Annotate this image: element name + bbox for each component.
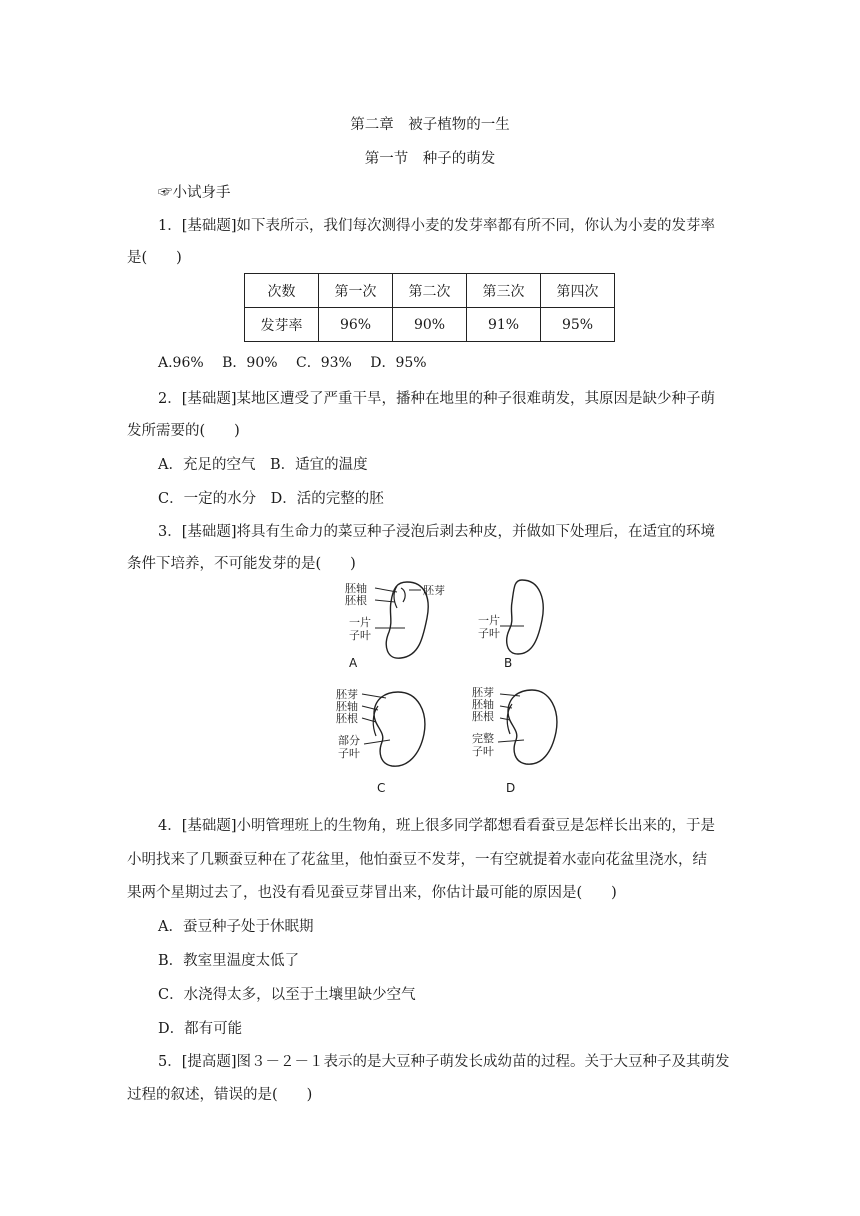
table-cell: 95% xyxy=(541,308,615,342)
table-cell: 第二次 xyxy=(393,274,467,308)
label-radicle: 胚根 xyxy=(472,710,494,723)
subsection-heading: ☞小试身手 xyxy=(158,185,231,201)
table-row xyxy=(245,308,615,342)
germination-rate-table xyxy=(244,273,615,342)
q4-line3: 果两个星期过去了，也没有看见蚕豆芽冒出来，你估计最可能的原因是( ) xyxy=(127,885,617,901)
chapter-title: 第二章 被子植物的一生 xyxy=(350,117,510,133)
figure-caption-a: A xyxy=(349,656,358,670)
label-complete: 完整 xyxy=(472,732,494,745)
seed-figure-b xyxy=(474,576,564,660)
q5-line1: 5．[提高题]图３－２－１表示的是大豆种子萌发长成幼苗的过程。关于大豆种子及其萌发 xyxy=(158,1054,730,1070)
table-cell: 91% xyxy=(467,308,541,342)
q4-line2: 小明找来了几颗蚕豆种在了花盆里，他怕蚕豆不发芽，一有空就提着水壶向花盆里浇水，结 xyxy=(127,852,707,868)
label-radicle: 胚根 xyxy=(345,594,367,607)
figure-caption-d: D xyxy=(506,781,516,795)
q4-option-d: D．都有可能 xyxy=(158,1021,243,1037)
q5-line2: 过程的叙述，错误的是( ) xyxy=(127,1087,313,1103)
label-one-piece: 一片 xyxy=(349,616,371,629)
figure-caption-b: B xyxy=(504,656,513,670)
figure-caption-c: C xyxy=(377,781,386,795)
q4-option-a: A．蚕豆种子处于休眠期 xyxy=(158,919,314,935)
q1-line2: 是( ) xyxy=(127,250,182,266)
table-header-row xyxy=(245,274,615,308)
q4-option-b: B．教室里温度太低了 xyxy=(158,953,300,969)
q2-line1: 2．[基础题]某地区遭受了严重干旱，播种在地里的种子很难萌发，其原因是缺少种子萌 xyxy=(158,391,716,407)
label-plumule: 胚芽 xyxy=(423,584,445,597)
label-hypocotyl: 胚轴 xyxy=(336,700,358,713)
q2-options-ab: A．充足的空气 B．适宜的温度 xyxy=(158,457,368,473)
seed-figure-c xyxy=(334,686,444,778)
q3-line2: 条件下培养，不可能发芽的是( ) xyxy=(127,556,356,572)
q1-options: A.96% B．90% C．93% D．95% xyxy=(158,355,427,371)
table-cell: 96% xyxy=(319,308,393,342)
table-cell: 第四次 xyxy=(541,274,615,308)
q2-line2: 发所需要的( ) xyxy=(127,423,240,439)
label-cotyledon: 子叶 xyxy=(472,745,494,758)
q3-line1: 3．[基础题]将具有生命力的菜豆种子浸泡后剥去种皮，并做如下处理后，在适宜的环境 xyxy=(158,524,716,540)
label-plumule: 胚芽 xyxy=(472,686,494,699)
label-plumule: 胚芽 xyxy=(336,688,358,701)
table-cell: 第一次 xyxy=(319,274,393,308)
table-cell: 发芽率 xyxy=(245,308,319,342)
table-cell: 90% xyxy=(393,308,467,342)
q1-line1: 1．[基础题]如下表所示，我们每次测得小麦的发芽率都有所不同，你认为小麦的发芽率 xyxy=(158,218,716,234)
label-hypocotyl: 胚轴 xyxy=(472,698,494,711)
label-partial: 部分 xyxy=(338,734,360,747)
label-cotyledon: 子叶 xyxy=(338,747,360,760)
seed-figure-d xyxy=(470,684,570,776)
label-cotyledon: 子叶 xyxy=(478,627,500,640)
label-radicle: 胚根 xyxy=(336,712,358,725)
section-title: 第一节 种子的萌发 xyxy=(364,151,496,167)
label-one-piece: 一片 xyxy=(478,614,500,627)
table-cell: 次数 xyxy=(245,274,319,308)
q2-options-cd: C．一定的水分 D．活的完整的胚 xyxy=(158,491,384,507)
q4-option-c: C．水浇得太多，以至于土壤里缺少空气 xyxy=(158,987,416,1003)
label-hypocotyl: 胚轴 xyxy=(345,582,367,595)
label-cotyledon: 子叶 xyxy=(349,629,371,642)
q4-line1: 4．[基础题]小明管理班上的生物角，班上很多同学都想看看蚕豆是怎样长出来的，于是 xyxy=(158,818,716,834)
table-cell: 第三次 xyxy=(467,274,541,308)
